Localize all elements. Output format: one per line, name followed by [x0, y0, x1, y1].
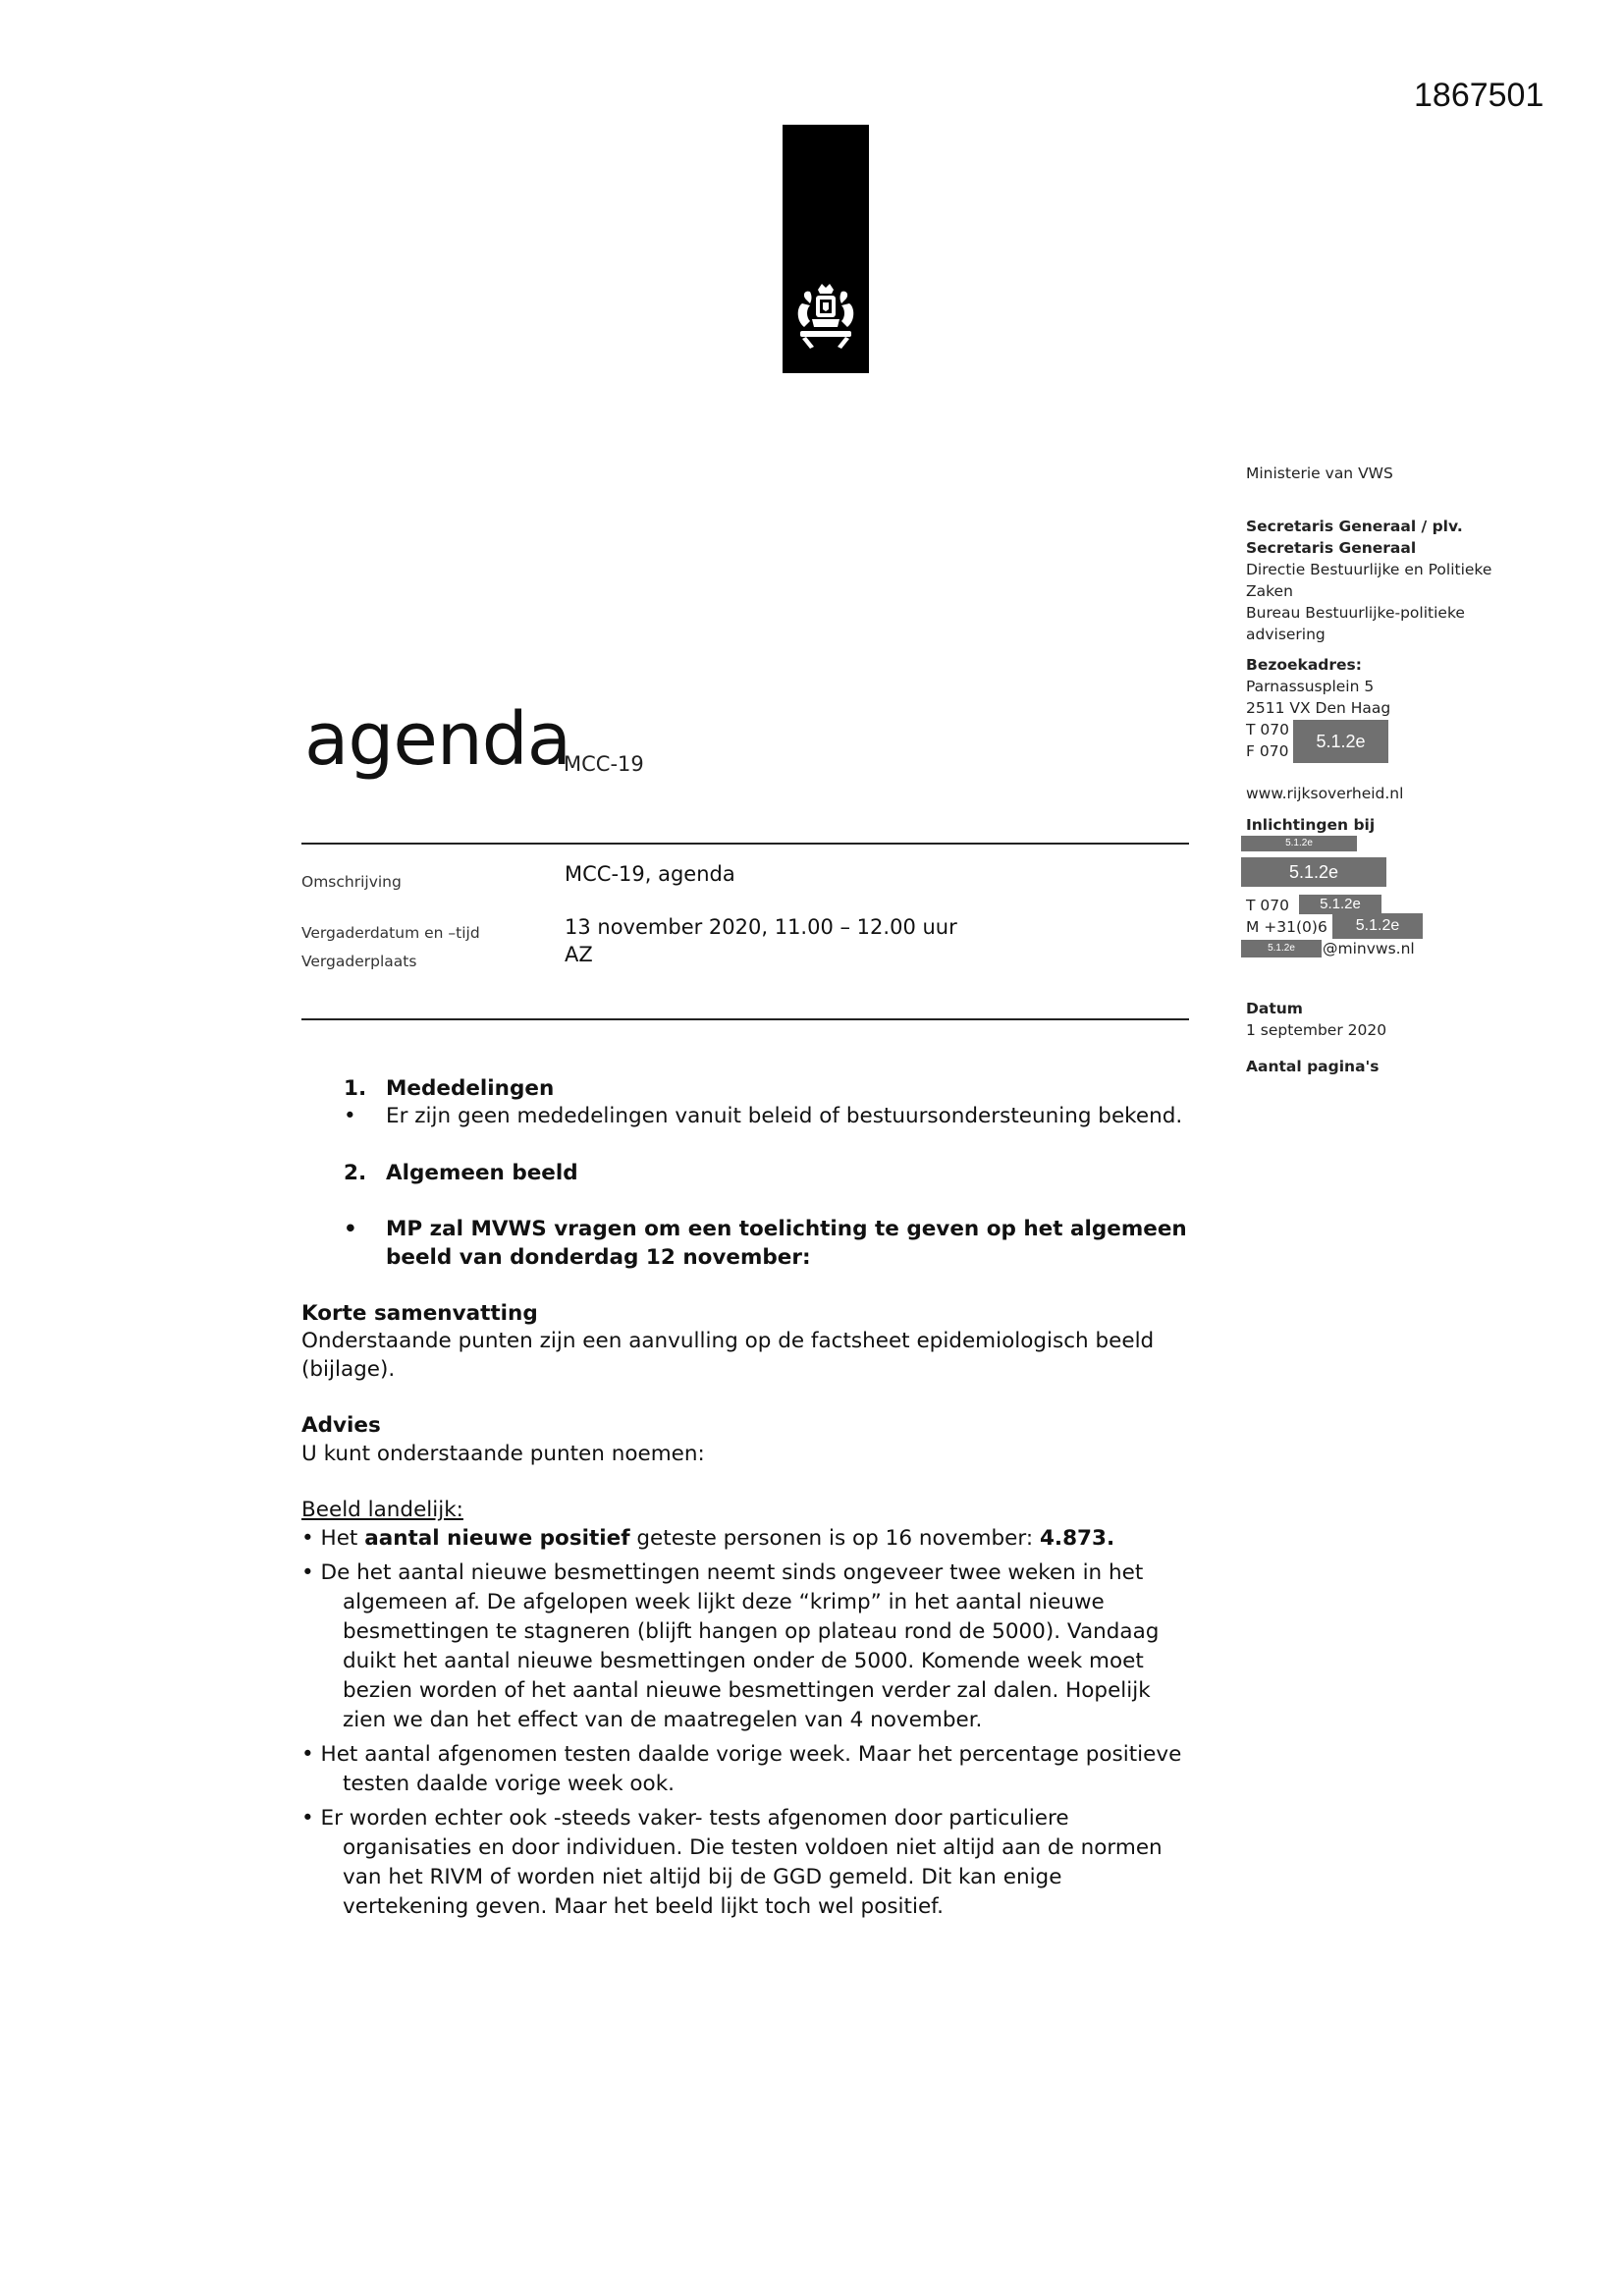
redaction-box: 5.1.2e — [1241, 836, 1357, 851]
redaction-box: 5.1.2e — [1241, 940, 1322, 957]
list-item: • Het aantal nieuwe positief geteste personen is op 16 november: 4.873. — [301, 1526, 1115, 1551]
sidebar-fax: F 070 — [1246, 742, 1289, 760]
bullet-icon: • — [301, 1560, 321, 1585]
sidebar-pages-label: Aantal pagina's — [1246, 1058, 1380, 1075]
page-title: agenda — [304, 697, 571, 782]
section-heading: Beeld landelijk: — [301, 1498, 463, 1522]
redaction-box: 5.1.2e — [1241, 857, 1386, 887]
agenda-item-number: 2. — [344, 1161, 367, 1185]
bullet-icon: • — [301, 1526, 321, 1551]
list-item-continuation: algemeen af. De afgelopen week lijkt deze “krimp” in het aantal nieuwe — [343, 1590, 1105, 1614]
redaction-box: 5.1.2e — [1293, 720, 1388, 763]
rijksoverheid-logo — [783, 125, 869, 373]
sidebar-info-email: @minvws.nl — [1323, 940, 1415, 957]
place-value: AZ — [565, 943, 593, 966]
list-item-continuation: organisaties en door individuen. Die testen voldoen niet altijd aan de normen — [343, 1835, 1163, 1860]
list-item-continuation: vertekening geven. Maar het beeld lijkt toch wel positief. — [343, 1894, 945, 1919]
sidebar-dept-bold-2: Secretaris Generaal — [1246, 539, 1417, 557]
summary-text: (bijlage). — [301, 1357, 396, 1382]
redaction-box: 5.1.2e — [1332, 913, 1423, 939]
bullet-icon: • — [344, 1217, 357, 1241]
document-number: 1867501 — [1414, 77, 1544, 114]
page-subtitle: MCC-19 — [564, 752, 644, 776]
list-item-continuation: besmettingen te stagneren (blijft hangen op plateau rond de 5000). Vandaag — [343, 1619, 1160, 1644]
place-label: Vergaderplaats — [301, 953, 417, 970]
sidebar-date-label: Datum — [1246, 1000, 1303, 1017]
divider — [301, 1018, 1189, 1020]
agenda-item-bullet: beeld van donderdag 12 november: — [386, 1245, 811, 1270]
agenda-item-number: 1. — [344, 1076, 367, 1101]
sidebar-dept-3: Bureau Bestuurlijke-politieke — [1246, 604, 1465, 622]
summary-text: Onderstaande punten zijn een aanvulling op de factsheet epidemiologisch beeld — [301, 1329, 1155, 1353]
sidebar-ministry: Ministerie van VWS — [1246, 465, 1393, 482]
list-item: • Er worden echter ook -steeds vaker- tests afgenomen door particuliere — [301, 1806, 1069, 1831]
sidebar-city: 2511 VX Den Haag — [1246, 699, 1391, 717]
sidebar-visit-label: Bezoekadres: — [1246, 656, 1362, 674]
bullet-icon: • — [301, 1806, 321, 1831]
bullet-icon: • — [301, 1742, 321, 1767]
list-item: • Het aantal afgenomen testen daalde vorige week. Maar het percentage positieve — [301, 1742, 1182, 1767]
list-item-continuation: bezien worden of het aantal nieuwe besmettingen verder zal dalen. Hopelijk — [343, 1678, 1151, 1703]
section-heading: Korte samenvatting — [301, 1301, 538, 1326]
sidebar-dept-4: advisering — [1246, 626, 1326, 643]
divider — [301, 843, 1189, 845]
agenda-item-bullet: MP zal MVWS vragen om een toelichting te geven op het algemeen — [386, 1217, 1187, 1241]
sidebar-dept-bold-1: Secretaris Generaal / plv. — [1246, 518, 1463, 535]
coat-of-arms-icon — [792, 282, 859, 351]
list-item-continuation: zien we dan het effect van de maatregelen van 4 november. — [343, 1708, 983, 1732]
agenda-item-title: Mededelingen — [386, 1076, 555, 1101]
date-label: Vergaderdatum en –tijd — [301, 924, 480, 942]
sidebar-info-tel: T 070 — [1246, 897, 1289, 914]
sidebar-tel: T 070 — [1246, 721, 1289, 738]
sidebar-street: Parnassusplein 5 — [1246, 678, 1375, 695]
desc-label: Omschrijving — [301, 873, 402, 891]
list-item-continuation: van het RIVM of worden niet altijd bij de GGD gemeld. Dit kan enige — [343, 1865, 1062, 1889]
sidebar-info-mobile: M +31(0)6 — [1246, 918, 1327, 936]
advice-text: U kunt onderstaande punten noemen: — [301, 1442, 705, 1466]
agenda-item-title: Algemeen beeld — [386, 1161, 578, 1185]
list-item-continuation: duikt het aantal nieuwe besmettingen onder de 5000. Komende week moet — [343, 1649, 1144, 1673]
section-heading: Advies — [301, 1413, 381, 1438]
date-value: 13 november 2020, 11.00 – 12.00 uur — [565, 915, 957, 939]
redaction-box: 5.1.2e — [1299, 895, 1381, 914]
sidebar-dept-2: Zaken — [1246, 582, 1293, 600]
agenda-item-bullet: Er zijn geen mededelingen vanuit beleid of bestuursondersteuning bekend. — [386, 1104, 1183, 1128]
list-item-continuation: testen daalde vorige week ook. — [343, 1772, 675, 1796]
sidebar-info-label: Inlichtingen bij — [1246, 816, 1376, 834]
list-item: • De het aantal nieuwe besmettingen neemt sinds ongeveer twee weken in het — [301, 1560, 1144, 1585]
sidebar-dept-1: Directie Bestuurlijke en Politieke — [1246, 561, 1492, 578]
bullet-icon: • — [344, 1104, 356, 1128]
sidebar-date-value: 1 september 2020 — [1246, 1021, 1387, 1039]
desc-value: MCC-19, agenda — [565, 862, 735, 886]
sidebar-website: www.rijksoverheid.nl — [1246, 785, 1404, 802]
